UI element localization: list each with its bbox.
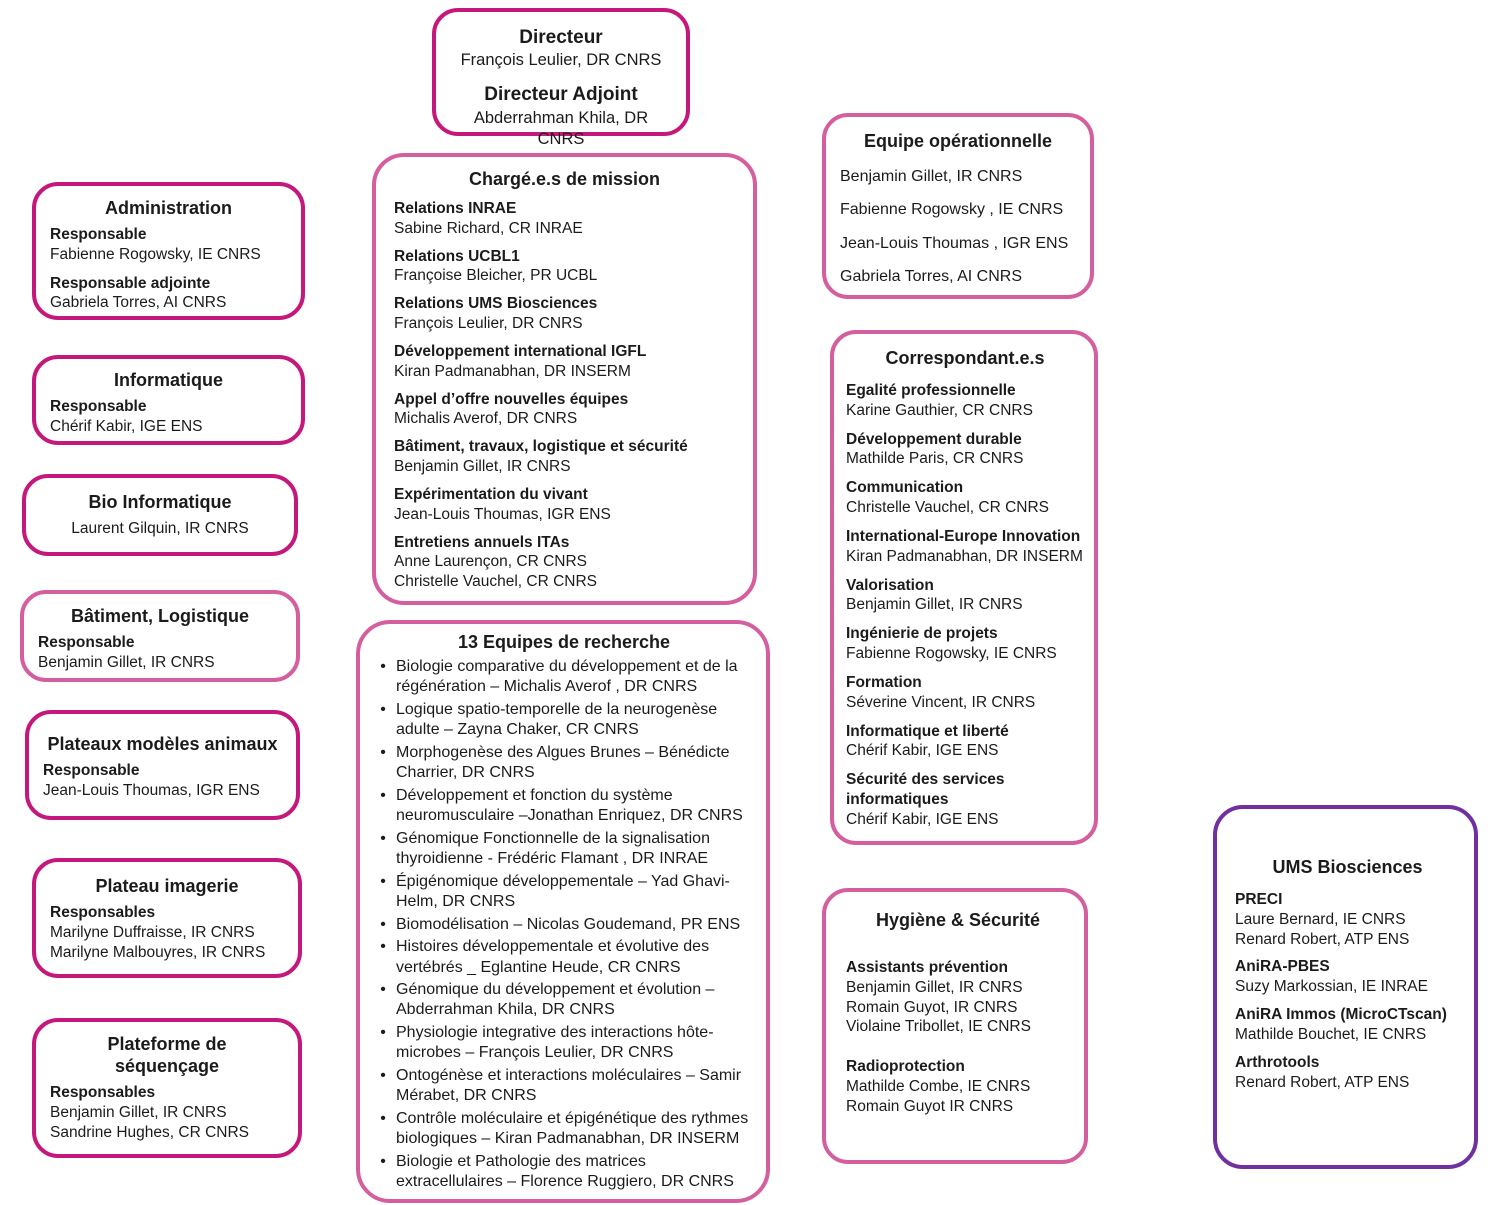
entry-name: Sabine Richard, CR INRAE [394, 219, 583, 237]
platform-entry [1235, 890, 1460, 949]
staff-entry [50, 274, 287, 314]
box-title: Administration [104, 198, 232, 218]
entry-name: Chérif Kabir, IGE ENS [846, 742, 999, 760]
entry-name: Jean-Louis Thoumas, IGR ENS [43, 781, 260, 799]
entry-role: Expérimentation du vivant [394, 485, 588, 503]
staff-entry [50, 397, 287, 437]
staff-entry [38, 633, 282, 673]
entry-name: Fabienne Rogowsky, IE CNRS [50, 245, 261, 263]
entry-name: Suzy Markossian, IE INRAE [1235, 978, 1428, 996]
box-charges-de-mission [372, 153, 757, 605]
entry-name: Mathilde Combe, IE CNRS [846, 1078, 1031, 1096]
research-team-item: • Génomique du développement et évolution – Abderrahman Khila, DR CNRS [370, 980, 758, 1021]
entry-name: Jean-Louis Thoumas, IGR ENS [394, 505, 611, 523]
staff-entry [50, 225, 287, 265]
entry-name: Renard Robert, ATP ENS [1235, 930, 1410, 948]
box-title: Chargé.e.s de mission [468, 169, 661, 189]
bullet-icon: • [380, 1023, 386, 1041]
entry-name: Christelle Vauchel, CR CNRS [394, 573, 597, 591]
entry-name: Benjamin Gillet, IR CNRS [846, 978, 1023, 996]
bullet-icon: • [380, 786, 386, 804]
mission-entry [394, 342, 735, 382]
platform-entry [1235, 1005, 1460, 1045]
box-title: UMS Biosciences [1272, 857, 1423, 877]
entry-role: Arthrotools [1235, 1053, 1320, 1071]
entry-name: Renard Robert, ATP ENS [1235, 1073, 1410, 1091]
entry-role: Développement durable [846, 430, 1022, 448]
correspondent-entry [846, 722, 1084, 762]
research-team-item: • Logique spatio-temporelle de la neurogenèse adulte – Zayna Chaker, CR CNRS [370, 700, 758, 741]
box-title: Plateforme de séquençage [107, 1034, 227, 1076]
bullet-icon: • [380, 1109, 386, 1127]
entry-role: Relations UMS Biosciences [394, 295, 598, 313]
entry-name: Fabienne Rogowsky, IE CNRS [846, 645, 1057, 663]
box-title: Bio Informatique [88, 492, 232, 512]
bullet-icon: • [380, 1066, 386, 1084]
mission-entry [394, 485, 735, 525]
correspondent-entry [846, 381, 1084, 421]
mission-entry [394, 199, 735, 239]
entry-role: International-Europe Innovation [846, 527, 1081, 545]
entry-role: Directeur [519, 27, 603, 48]
entry-role: Communication [846, 479, 964, 497]
entry-role: Entretiens annuels ITAs [394, 533, 570, 551]
entry-role: Egalité professionnelle [846, 381, 1016, 399]
bullet-icon: • [380, 938, 386, 956]
entry-name: Romain Guyot IR CNRS [846, 1097, 1014, 1115]
research-team-item: • Morphogenèse des Algues Brunes – Bénédicte Charrier, DR CNRS [370, 743, 758, 784]
bullet-icon: • [380, 657, 386, 675]
hygiene-group [846, 958, 1070, 1037]
entry-role: Responsable [43, 761, 140, 779]
entry-name: Sandrine Hughes, CR CNRS [50, 1123, 250, 1141]
platform-entry [1235, 1053, 1460, 1093]
entry-role: Responsables [50, 903, 156, 921]
entry-role: Sécurité des services informatiques [846, 771, 1005, 809]
entry-name: François Leulier, DR CNRS [394, 315, 583, 333]
entry-role: Radioprotection [846, 1058, 965, 1076]
entry-role: PRECI [1235, 890, 1283, 908]
box-equipes-de-recherche [356, 620, 770, 1203]
box-batiment-logistique [20, 590, 300, 682]
box-informatique [32, 355, 305, 445]
bullet-icon: • [380, 980, 386, 998]
bullet-icon: • [380, 1152, 386, 1170]
research-team-item: • Biologie et Pathologie des matrices extracellulaires – Florence Ruggiero, DR CNRS [370, 1152, 758, 1193]
entry-name: Gabriela Torres, AI CNRS [50, 294, 227, 312]
bullet-icon: • [380, 915, 386, 933]
entry-name: Karine Gauthier, CR CNRS [846, 401, 1033, 419]
deputy-director-entry [450, 83, 672, 150]
entry-name: Marilyne Malbouyres, IR CNRS [50, 943, 266, 961]
entry-role: Bâtiment, travaux, logistique et sécurité [394, 438, 688, 456]
entry-role: Assistants prévention [846, 958, 1008, 976]
entry-name: Jean-Louis Thoumas , IGR ENS [840, 234, 1069, 252]
entry-name: Chérif Kabir, IGE ENS [846, 810, 999, 828]
staff-entry [43, 761, 282, 801]
entry-role: Responsable [50, 225, 147, 243]
box-title: Informatique [113, 370, 223, 390]
research-team-item: • Physiologie integrative des interactions hôte-microbes – François Leulier, DR CNRS [370, 1023, 758, 1064]
bullet-icon: • [380, 872, 386, 890]
box-title: 13 Equipes de recherche [457, 632, 671, 652]
box-directeur [432, 8, 690, 148]
box-correspondants [830, 330, 1098, 845]
mission-entry [394, 437, 735, 477]
entry-role: AniRA Immos (MicroCTscan) [1235, 1006, 1447, 1024]
box-title: Correspondant.e.s [885, 348, 1045, 368]
box-title: Plateaux modèles animaux [47, 734, 278, 754]
entry-role: Valorisation [846, 576, 934, 594]
entry-role: Développement international IGFL [394, 342, 647, 360]
box-hygiene-securite [822, 888, 1088, 1164]
entry-role: Ingénierie de projets [846, 625, 998, 643]
correspondent-entry [846, 430, 1084, 470]
correspondent-entry [846, 527, 1084, 567]
box-bio-informatique [22, 474, 298, 556]
entry-role: Responsable [50, 397, 147, 415]
research-team-item: • Histoires développementale et évolutive des vertébrés _ Eglantine Heude, CR CNRS [370, 937, 758, 978]
entry-name: Mathilde Paris, CR CNRS [846, 450, 1024, 468]
correspondent-entry [846, 576, 1084, 616]
director-entry [450, 26, 672, 71]
box-title: Hygiène & Sécurité [875, 910, 1041, 930]
entry-role: Relations UCBL1 [394, 247, 520, 265]
hygiene-group [846, 1057, 1070, 1116]
entry-role: Responsables [50, 1083, 156, 1101]
box-plateaux-modeles-animaux [25, 710, 300, 820]
bullet-icon: • [380, 743, 386, 761]
research-team-item: • Génomique Fonctionnelle de la signalisation thyroidienne - Frédéric Flamant , DR INRAE [370, 829, 758, 870]
entry-role: Relations INRAE [394, 199, 517, 217]
research-team-item: • Biomodélisation – Nicolas Goudemand, PR ENS [370, 915, 758, 935]
entry-name: Benjamin Gillet, IR CNRS [38, 653, 215, 671]
entry-name: Séverine Vincent, IR CNRS [846, 693, 1036, 711]
box-administration [32, 182, 305, 320]
entry-name: Laurent Gilquin, IR CNRS [71, 519, 249, 537]
entry-name: Abderrahman Khila, DR CNRS [473, 108, 649, 148]
research-team-item: • Contrôle moléculaire et épigénétique des rythmes biologiques – Kiran Padmanabhan, DR INSERM [370, 1109, 758, 1150]
entry-role: Directeur Adjoint [484, 84, 638, 106]
entry-role: Responsable [38, 633, 135, 651]
box-plateau-imagerie [32, 858, 302, 978]
correspondent-entry [846, 673, 1084, 713]
mission-entry [394, 294, 735, 334]
entry-role: Responsable adjointe [50, 274, 211, 292]
box-ums-biosciences [1213, 805, 1478, 1169]
entry-name: Christelle Vauchel, CR CNRS [846, 499, 1049, 517]
entry-name: Gabriela Torres, AI CNRS [840, 268, 1022, 286]
entry-role: Appel d’offre nouvelles équipes [394, 390, 629, 408]
entry-name: Kiran Padmanabhan, DR INSERM [846, 547, 1083, 565]
entry-name: François Leulier, DR CNRS [460, 51, 662, 70]
bullet-icon: • [380, 700, 386, 718]
correspondent-entry [846, 770, 1084, 829]
research-team-item: • Épigénomique développementale – Yad Ghavi-Helm, DR CNRS [370, 872, 758, 913]
entry-name: Michalis Averof, DR CNRS [394, 410, 578, 428]
platform-entry [1235, 957, 1460, 997]
entry-name: Violaine Tribollet, IE CNRS [846, 1018, 1031, 1036]
entry-role: Informatique et liberté [846, 722, 1009, 740]
entry-name: Benjamin Gillet, IR CNRS [846, 596, 1023, 614]
entry-name: Romain Guyot, IR CNRS [846, 998, 1018, 1016]
entry-name: Benjamin Gillet, IR CNRS [50, 1103, 227, 1121]
mission-entry [394, 247, 735, 287]
box-plateforme-sequencage [32, 1018, 302, 1158]
box-title: Bâtiment, Logistique [70, 606, 249, 626]
entry-name: Mathilde Bouchet, IE CNRS [1235, 1025, 1427, 1043]
entry-role: AniRA-PBES [1235, 958, 1330, 976]
entry-role: Formation [846, 673, 922, 691]
box-equipe-operationnelle [822, 113, 1094, 299]
research-team-item: • Développement et fonction du système neuromusculaire –Jonathan Enriquez, DR CNRS [370, 786, 758, 827]
entry-name: Kiran Padmanabhan, DR INSERM [394, 362, 631, 380]
correspondent-entry [846, 478, 1084, 518]
entry-name: Fabienne Rogowsky , IE CNRS [840, 201, 1064, 219]
entry-name: Chérif Kabir, IGE ENS [50, 417, 203, 435]
correspondent-entry [846, 624, 1084, 664]
research-team-item: • Ontogénèse et interactions moléculaires – Samir Mérabet, DR CNRS [370, 1066, 758, 1107]
entry-name: Laure Bernard, IE CNRS [1235, 910, 1406, 928]
entry-name: Benjamin Gillet, IR CNRS [840, 167, 1023, 185]
entry-name: Françoise Bleicher, PR UCBL [394, 267, 598, 285]
mission-entry [394, 533, 735, 592]
research-team-item: • Biologie comparative du développement et de la régénération – Michalis Averof , DR CNRS [370, 657, 758, 698]
box-title: Plateau imagerie [95, 876, 239, 896]
mission-entry [394, 390, 735, 430]
entry-name: Benjamin Gillet, IR CNRS [394, 458, 571, 476]
box-title: Equipe opérationnelle [863, 131, 1053, 151]
entry-name: Marilyne Duffraisse, IR CNRS [50, 923, 255, 941]
bullet-icon: • [380, 829, 386, 847]
entry-name: Anne Laurençon, CR CNRS [394, 553, 587, 571]
